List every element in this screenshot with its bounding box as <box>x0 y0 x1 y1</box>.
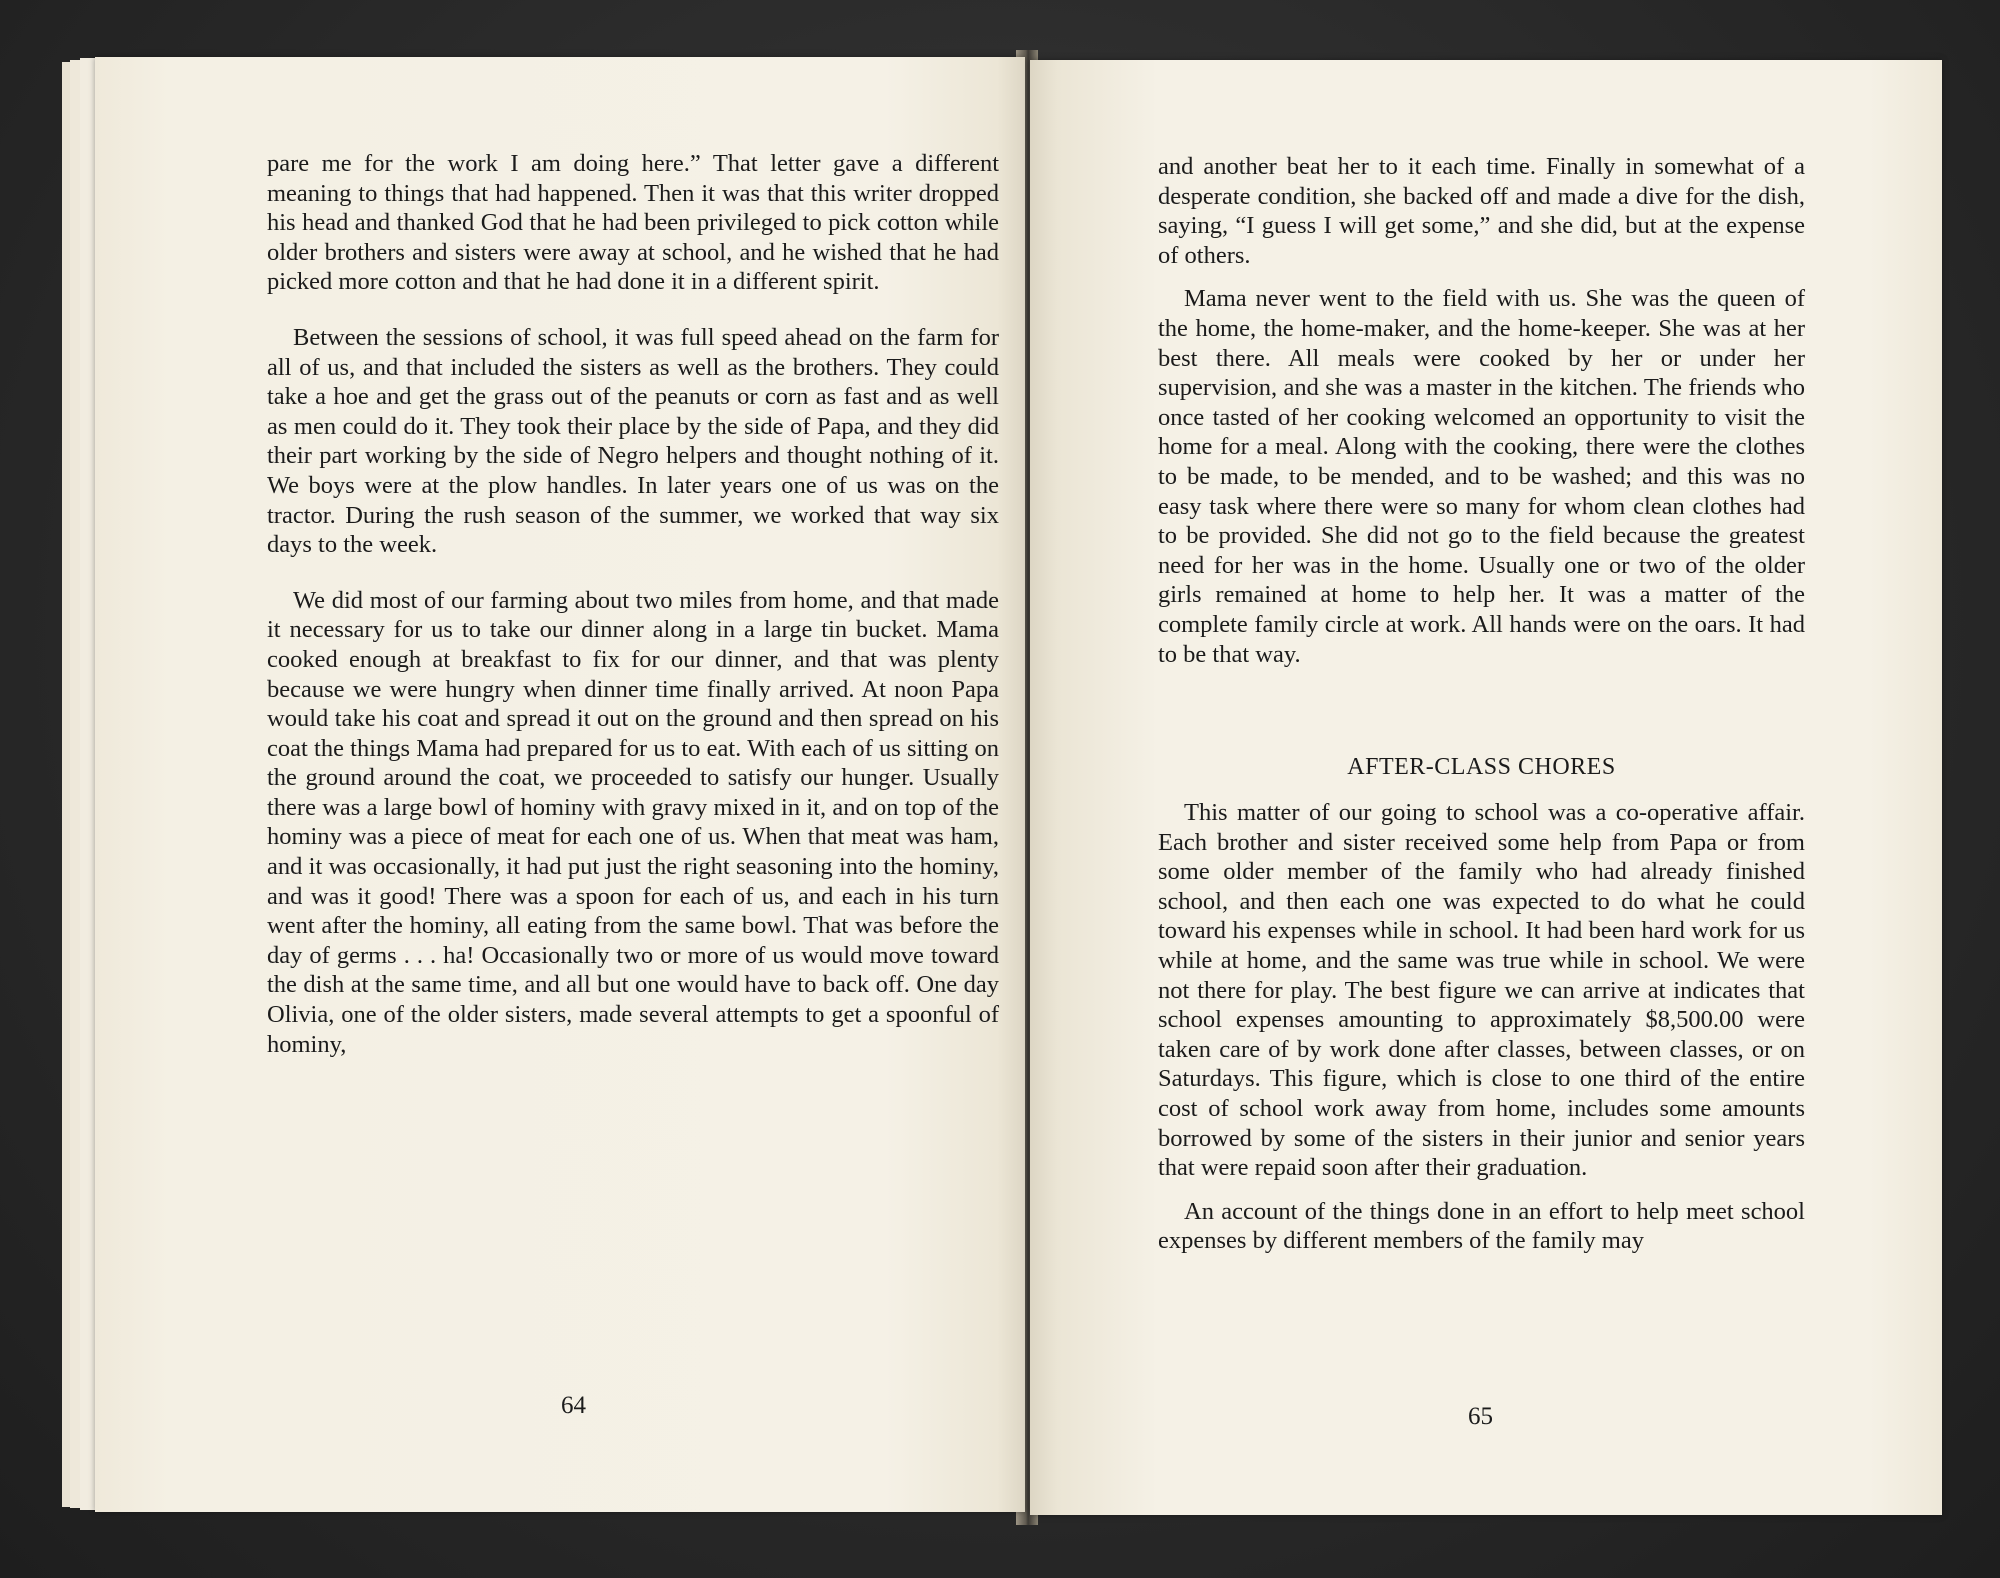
right-page <box>1030 60 1942 1515</box>
paragraph: and another beat her to it each time. Finally in somewhat of a desperate condition, she backed off and made a dive for the dish, saying, “I guess I will get some,” and she did, but at the expense of others. <box>1158 153 1805 269</box>
page-number: 64 <box>561 1392 586 1419</box>
paragraph: Mama never went to the field with us. She was the queen of the home, the home-maker, and the home-keeper. She was at her best there. All meals were cooked by her or under her supervision, and she was a master in the kitchen. The friends who once tasted of her cooking welcomed an opportunity to visit the home for a meal. Along with the cooking, there were the clothes to be made, to be mended, and to be washed; and this was no easy task where there were so many for whom clean clothes had to be provided. She did not go to the field because the greatest need for her was in the home. Usually one or two of the older girls remained at home to help her. It was a matter of the complete family circle at work. All hands were on the oars. It had to be that way. <box>1158 285 1805 668</box>
paragraph: We did most of our farming about two miles from home, and that made it necessary for us to take our dinner along in a large tin bucket. Mama cooked enough at breakfast to fix for our dinner, and that was plenty because we were hungry when dinner time finally arrived. At noon Papa would take his coat and spread it out on the ground and then spread on his coat the things Mama had prepared for us to eat. With each of us sitting on the ground around the coat, we proceeded to satisfy our hunger. Usually there was a large bowl of hominy with gravy mixed in it, and on top of the hominy was a piece of meat for each one of us. When that meat was ham, and it was occasionally, it had put just the right seasoning into the hominy, and was it good! There was a spoon for each of us, and each in his turn went after the hominy, all eating from the same bowl. That was before the day of germs . . . ha! Occasionally two or more of us would move toward the dish at the same time, and all but one would have to back off. One day Olivia, one of the older sisters, made several attempts to get a spoonful of hominy, <box>267 586 999 1058</box>
left-page <box>95 57 1025 1512</box>
paragraph: This matter of our going to school was a co-operative affair. Each brother and sister received some help from Papa or from some older member of the family who had already finished school, and then each one was expected to do what he could toward his expenses while in school. It had been hard work for us while at home, and the same was true while in school. We were not there for play. The best figure we can arrive at indicates that school expenses amounting to approximately $8,500.00 were taken care of by work done after classes, between classes, or on Saturdays. This figure, which is close to one third of the entire cost of school work away from home, includes some amounts borrowed by some of the sisters in their junior and senior years that were repaid soon after their graduation. <box>1158 799 1805 1182</box>
left-page-text <box>267 149 999 1073</box>
paragraph: Between the sessions of school, it was full speed ahead on the farm for all of us, and that included the sisters as well as the brothers. They could take a hoe and get the grass out of the peanuts or corn as fast and as well as men could do it. They took their place by the side of Papa, and they did their part working by the side of Negro helpers and thought nothing of it. We boys were at the plow handles. In later years one of us was on the tractor. During the rush season of the summer, we worked that way six days to the week. <box>267 323 999 559</box>
page-number: 65 <box>1468 1403 1493 1430</box>
right-page-text-top <box>1158 152 1805 683</box>
paragraph: pare me for the work I am doing here.” That letter gave a different meaning to things that had happened. Then it was that this writer dropped his head and thanked God that he had been privileged to pick cotton while older brothers and sisters were away at school, and he wished that he had picked more cotton and that he had done it in a different spirit. <box>267 150 999 296</box>
section-heading: AFTER-CLASS CHORES <box>1347 754 1616 780</box>
paragraph: An account of the things done in an effort to help meet school expenses by different members of the family may <box>1158 1197 1805 1255</box>
right-page-text-bottom <box>1158 798 1805 1270</box>
